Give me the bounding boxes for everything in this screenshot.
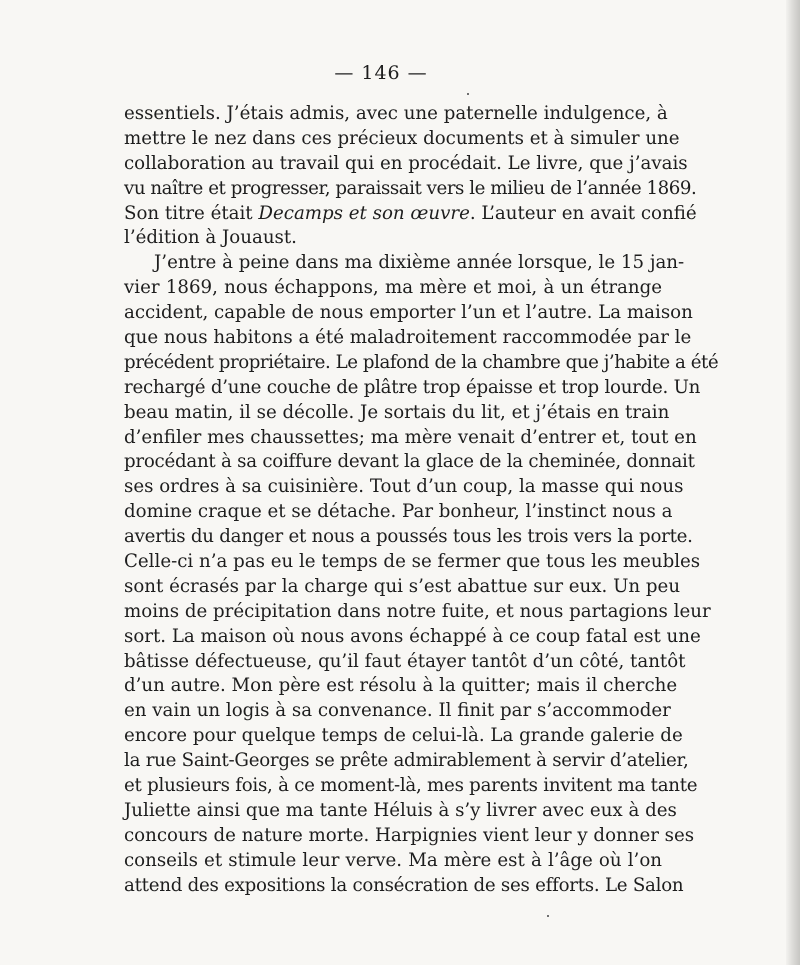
text-line: bâtisse défectueuse, qu’il faut étayer tantôt d’un côté, tantôt: [124, 650, 686, 672]
text-line: d’enfiler mes chaussettes; ma mère venait d’entrer et, tout en: [124, 426, 697, 448]
text-line: vu naître et progresser, paraissait vers le milieu de l’année 1869.: [124, 177, 697, 199]
paragraph-start: J’entre à peine dans ma dixième année lorsque, le 15 jan-: [154, 252, 685, 274]
page-number: — 146 —: [334, 62, 428, 84]
text-line: vier 1869, nous échappons, ma mère et moi, à un étrange: [124, 277, 662, 299]
text-line: et plusieurs fois, à ce moment-là, mes parents invitent ma tante: [124, 775, 698, 797]
text-line: conseils et stimule leur verve. Ma mère est à l’âge où l’on: [124, 849, 662, 871]
text-line: d’un autre. Mon père est résolu à la quitter; mais il cherche: [124, 675, 678, 697]
text-line: rechargé d’une couche de plâtre trop épaisse et trop lourde. Un: [124, 376, 701, 398]
text-line: moins de précipitation dans notre fuite, et nous partagions leur: [124, 600, 711, 622]
paper-speck: [467, 93, 469, 95]
text-line: domine craque et se détache. Par bonheur, l’instinct nous a: [124, 501, 673, 523]
text-line: Celle-ci n’a pas eu le temps de se fermer que tous les meubles: [124, 551, 701, 573]
text-line: mettre le nez dans ces précieux documents et à simuler une: [124, 127, 680, 149]
text-line: encore pour quelque temps de celui-là. La grande galerie de: [124, 725, 683, 747]
text-line: sort. La maison où nous avons échappé à ce coup fatal est une: [124, 625, 701, 647]
text-line: l’édition à Jouaust.: [124, 227, 297, 249]
text-line: concours de nature morte. Harpignies vient leur y donner ses: [124, 824, 695, 846]
text-line: Juliette ainsi que ma tante Héluis à s’y livrer avec eux à des: [124, 799, 677, 821]
text-line: sont écrasés par la charge qui s’est abattue sur eux. Un peu: [124, 575, 681, 597]
text-line: attend des expositions la consécration de ses efforts. Le Salon: [124, 874, 684, 896]
text-line: collaboration au travail qui en procédait. Le livre, que j’avais: [124, 152, 688, 174]
text-line: en vain un logis à sa convenance. Il finit par s’accommoder: [124, 700, 671, 722]
book-title: Decamps et son œuvre: [258, 202, 470, 224]
text-line: accident, capable de nous emporter l’un et l’autre. La maison: [124, 302, 693, 324]
text-fragment: Son titre était: [124, 202, 259, 224]
text-line: [124, 202, 697, 227]
text-line: beau matin, il se décolle. Je sortais du lit, et j’étais en train: [124, 401, 670, 423]
text-fragment: . L’auteur en avait confié: [469, 202, 697, 224]
text-line: avertis du danger et nous a poussés tous les trois vers la porte.: [124, 526, 693, 548]
text-line: que nous habitons a été maladroitement raccommodée par le: [124, 327, 692, 349]
text-line: la rue Saint-Georges se prête admirablement à servir d’atelier,: [124, 750, 689, 772]
text-line: ses ordres à sa cuisinière. Tout d’un coup, la masse qui nous: [124, 476, 684, 498]
text-line: essentiels. J’étais admis, avec une paternelle indulgence, à: [124, 103, 668, 124]
text-line: précédent propriétaire. Le plafond de la chambre que j’habite a été: [124, 351, 719, 373]
page-edge-shadow: [786, 0, 800, 965]
paper-speck: [547, 915, 549, 917]
text-line: procédant à sa coiffure devant la glace de la cheminée, donnait: [124, 451, 695, 473]
body-text: [124, 102, 719, 899]
